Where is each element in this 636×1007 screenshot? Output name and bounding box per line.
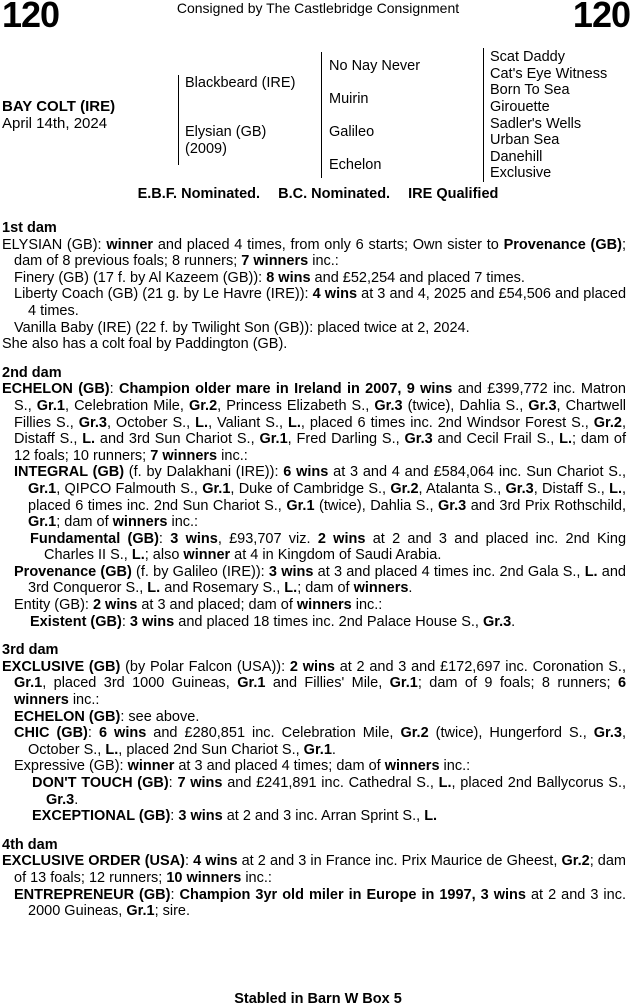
pedigree-bracket-2 xyxy=(321,52,322,178)
dam-entry: ELYSIAN (GB): winner and placed 4 times, from only 6 starts; Own sister to Provenance (GB); dam of 8 previous foals; 8 runners; 7 winners inc.: xyxy=(2,236,626,270)
pedigree-ggp: Sadler's Wells xyxy=(490,116,582,132)
pedigree-gp: No Nay Never xyxy=(329,58,421,74)
progeny-entry: Existent (GB): 3 wins and placed 18 times inc. 2nd Palace House S., Gr.3. xyxy=(30,613,516,630)
progeny-entry: ECHELON (GB): see above. xyxy=(14,708,200,725)
pedigree-bracket-3 xyxy=(483,48,484,182)
section-title: 2nd dam xyxy=(2,364,62,381)
progeny-entry: ENTREPRENEUR (GB): Champion 3yr old miler in Europe in 1997, 3 wins at 2 and 3 inc. 2000 Guineas, Gr.1; sire. xyxy=(14,886,626,920)
foal-entry: Vanilla Baby (IRE) (22 f. by Twilight Son (GB)): placed twice at 2, 2024. xyxy=(14,319,470,336)
lot-number-left: 120 xyxy=(2,0,60,35)
dam-entry: EXCLUSIVE (GB) (by Polar Falcon (USA)): 2 wins at 2 and 3 and £172,697 inc. Coronation S., Gr.1, placed 3rd 1000 Guineas, Gr.1 and Fillies' Mile, Gr.1; dam of 9 foals; 8 runners; 6 winners inc.: xyxy=(2,658,627,709)
lot-number-right: 120 xyxy=(572,0,630,35)
consignor: Consigned by The Castlebridge Consignment xyxy=(176,0,460,16)
stabling-footer: Stabled in Barn W Box 5 xyxy=(234,991,402,1007)
progeny-entry: Fundamental (GB): 3 wins, £93,707 viz. 2 wins at 2 and 3 and placed inc. 2nd King Charles II S., L.; also winner at 4 in Kingdom of Saudi Arabia. xyxy=(30,530,627,564)
pedigree-ggp: Exclusive xyxy=(490,165,552,181)
nomination-bc: B.C. Nominated. xyxy=(278,186,391,202)
pedigree-ggp: Born To Sea xyxy=(490,82,570,98)
pedigree-bracket-1 xyxy=(178,75,179,165)
horse-foaled: April 14th, 2024 xyxy=(2,115,108,132)
pedigree-ggp: Danehill xyxy=(490,149,543,165)
section-title: 1st dam xyxy=(2,220,57,236)
progeny-entry: Entity (GB): 2 wins at 3 and placed; dam of winners inc.: xyxy=(14,597,383,614)
nomination-ire: IRE Qualified xyxy=(408,186,499,202)
horse-identity xyxy=(2,98,115,132)
progeny-entry: DON'T TOUCH (GB): 7 wins and £241,891 inc. Cathedral S., L., placed 2nd Ballycorus S., Gr.3. xyxy=(32,775,627,808)
foal-note: She also has a colt foal by Paddington (GB). xyxy=(2,336,288,353)
progeny-entry: Provenance (GB) (f. by Galileo (IRE)): 3 wins at 3 and placed 4 times inc. 2nd Gala S., L. and 3rd Conqueror S., L. and Rosemary S., L.; dam of winners. xyxy=(14,563,626,597)
foal-entry: Liberty Coach (GB) (21 g. by Le Havre (IRE)): 4 wins at 3 and 4, 2025 and £54,506 and placed 4 times. xyxy=(14,286,627,319)
pedigree-ggp: Scat Daddy xyxy=(490,49,565,65)
progeny-entry: Expressive (GB): winner at 3 and placed 4 times; dam of winners inc.: xyxy=(14,758,471,775)
pedigree-gp: Muirin xyxy=(329,91,369,107)
catalogue-body xyxy=(2,220,626,920)
foal-entry: Finery (GB) (17 f. by Al Kazeem (GB)): 8 wins and £52,254 and placed 7 times. xyxy=(14,269,525,286)
pedigree-gp: Galileo xyxy=(329,124,375,140)
pedigree-gp: Echelon xyxy=(329,157,382,173)
progeny-entry: INTEGRAL (GB) (f. by Dalakhani (IRE)): 6 wins at 3 and 4 and £584,064 inc. Sun Chariot S., Gr.1, QIPCO Falmouth S., Gr.1, Duke of Cambridge S., Gr.2, Atalanta S., Gr.3, Distaff S., L., placed 6 times inc. 2nd Sun Chariot S., Gr.1 (twice), Dahlia S., Gr.3 and 3rd Prix Rothschild, Gr.1; dam of winners inc.: xyxy=(14,464,627,531)
pedigree-dam: Elysian (GB) xyxy=(185,124,267,140)
section-title: 4th dam xyxy=(2,836,58,853)
pedigree-ggp: Cat's Eye Witness xyxy=(490,66,608,82)
progeny-entry: EXCEPTIONAL (GB): 3 wins at 2 and 3 inc. Arran Sprint S., L. xyxy=(32,808,438,825)
nominations xyxy=(0,186,636,202)
dam-entry: ECHELON (GB): Champion older mare in Ireland in 2007, 9 wins and £399,772 inc. Matron S., Gr.1, Celebration Mile, Gr.2, Princess Elizabeth S., Gr.3 (twice), Dahlia S., Gr.3, Chartwell Fillies S., Gr.3, October S., L., Valiant S., L., placed 6 times inc. 2nd Windsor Forest S., Gr.2, Distaff S., L. and 3rd Sun Chariot S., Gr.1, Fred Darling S., Gr.3 and Cecil Frail S., L.; dam of 12 foals; 10 runners; 7 winners inc.: xyxy=(2,381,627,464)
dam-entry: EXCLUSIVE ORDER (USA): 4 wins at 2 and 3 in France inc. Prix Maurice de Gheest, Gr.2; dam of 13 foals; 12 runners; 10 winners inc.: xyxy=(2,853,627,886)
pedigree-ggp: Girouette xyxy=(490,99,550,115)
pedigree-ggp: Urban Sea xyxy=(490,132,560,148)
section-title: 3rd dam xyxy=(2,642,59,659)
pedigree-sire: Blackbeard (IRE) xyxy=(185,75,296,91)
progeny-entry: CHIC (GB): 6 wins and £280,851 inc. Celebration Mile, Gr.2 (twice), Hungerford S., Gr.3, October S., L., placed 2nd Sun Chariot S., Gr.1. xyxy=(14,725,626,758)
pedigree-dam-year: (2009) xyxy=(185,141,227,157)
horse-sex: BAY COLT (IRE) xyxy=(2,98,116,115)
nomination-ebf: E.B.F. Nominated. xyxy=(137,186,261,202)
